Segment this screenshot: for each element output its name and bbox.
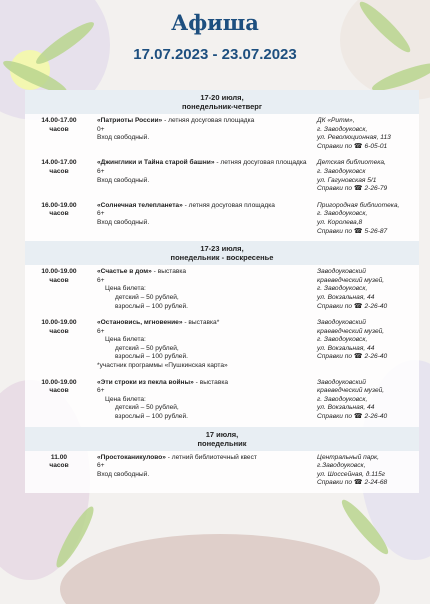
event-place: Заводоуковский краеведческий музей, г. Заводоуковск, ул. Вокзальная, 44 Справки по ☎ 2-26-40 [317, 319, 388, 361]
event-place: Заводоуковский краеведческий музей, г. Заводоуковск, ул. Вокзальная, 44 Справки по ☎ 2-26-40 [317, 268, 388, 310]
event-time: 11.00 часов [49, 453, 69, 470]
event-description: «Солнечная телепланета» - летняя досуговая площадка 6+ Вход свободный. [97, 201, 275, 226]
event-time: 16.00-19.00 часов [41, 201, 77, 218]
phone-icon: ☎ [353, 227, 363, 235]
event-row [25, 199, 419, 241]
event-row [25, 316, 419, 376]
event-place: ДК «Ритм», г. Заводоуковск, ул. Революционная, 113 Справки по ☎ 6-05-01 [317, 117, 391, 150]
event-description: «Эти строки из пекла войны» - выставка 6+ Цена билета: детский – 50 рублей, взрослый – 100 рублей. [97, 378, 229, 421]
event-row [25, 376, 419, 427]
event-place: Пригородная библиотека, г. Заводоуковск, ул. Королева,8 Справки по ☎ 5-26-87 [317, 201, 400, 235]
event-time: 10.00-19.00 часов [41, 268, 77, 284]
phone-icon: ☎ [353, 142, 363, 150]
event-place: Детская библиотека, г. Заводоуковск ул. Гагуновская 5/1 Справки по ☎ 2-26-79 [317, 159, 388, 193]
event-row [25, 156, 419, 198]
event-description: «Счастье в дом» - выставка 6+ Цена билета: детский – 50 рублей, взрослый – 100 рублей. [97, 268, 188, 310]
event-description: «Джинглики и Тайна старой башни» - летняя досуговая площадка 6+ Вход свободный. [97, 159, 307, 184]
event-place: Заводоуковский краеведческий музей, г. Заводоуковск, ул. Вокзальная, 44 Справки по ☎ 2-26-40 [317, 378, 388, 421]
schedule-sheet [25, 90, 419, 493]
date-range: 17.07.2023 - 23.07.2023 [133, 46, 297, 63]
phone-icon: ☎ [353, 185, 363, 193]
event-place: Центральный парк, г.Заводоуковск, ул. Шоссейная, д.115г Справки по ☎ 2-24-68 [317, 453, 388, 487]
event-row [25, 114, 419, 156]
event-description: «Патриоты России» - летняя досуговая площадка 0+ Вход свободный. [97, 117, 255, 142]
event-time: 14.00-17.00 часов [41, 159, 77, 175]
phone-icon: ☎ [353, 302, 363, 310]
event-time: 14.00-17.00 часов [41, 117, 77, 133]
section-header: 17-23 июля, понедельник - воскресенье [25, 241, 419, 265]
phone-icon: ☎ [353, 413, 363, 421]
page-title: Афиша [171, 10, 259, 35]
event-time: 10.00-19.00 часов [41, 378, 77, 395]
phone-icon: ☎ [353, 353, 363, 361]
event-time: 10.00-19.00 часов [41, 319, 77, 335]
phone-icon: ☎ [353, 479, 363, 487]
event-row [25, 265, 419, 316]
event-description: «Остановись, мгновение» - выставка* 6+ Цена билета: детский – 50 рублей, взрослый – 100 рублей. *участник программы «Пушкинская карта» [97, 319, 228, 370]
section-header: 17 июля, понедельник [25, 427, 419, 451]
section-header: 17-20 июля, понедельник-четверг [25, 90, 419, 114]
header [0, 10, 430, 63]
event-description: «Простоканикулово» - летний библиотечный квест 6+ Вход свободный. [97, 453, 257, 478]
event-row [25, 451, 419, 493]
